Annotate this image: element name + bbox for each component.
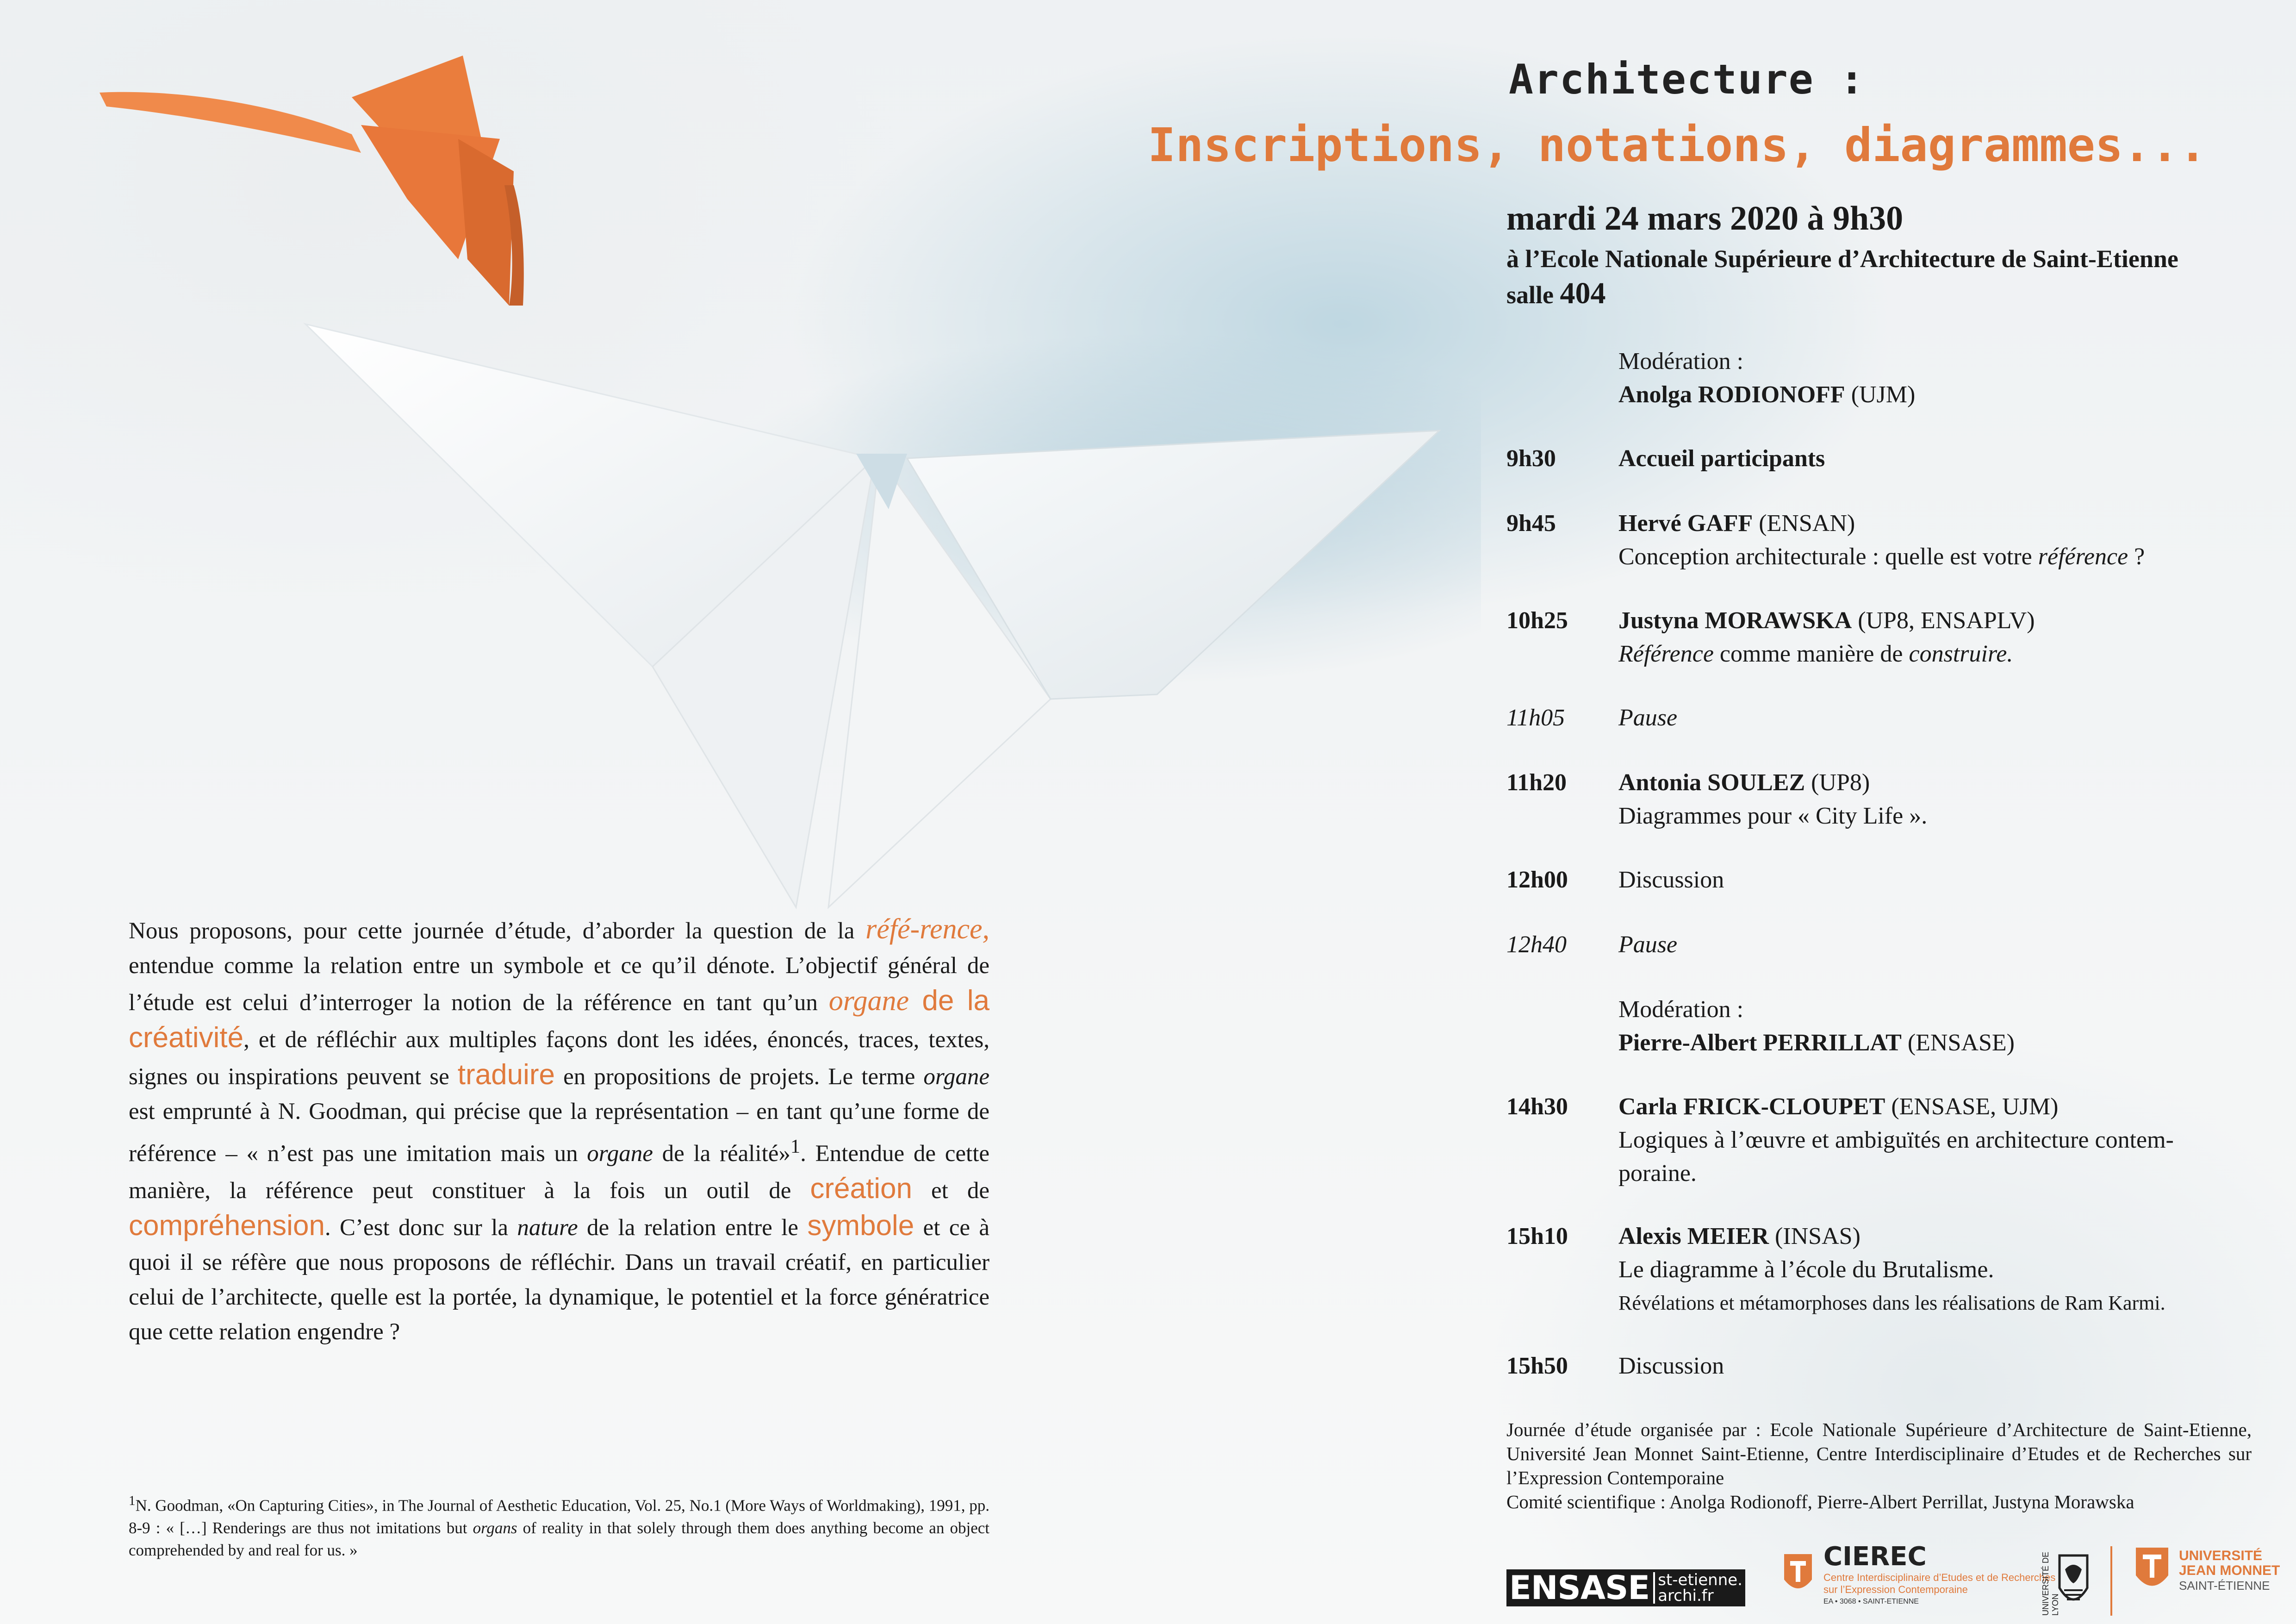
cierec-name: CIEREC (1823, 1542, 1927, 1572)
intro-text: est emprunté à N. Goodman, qui précise que la représentation – en tant qu’une forme de référence – « n’est pas une imitation mais un (129, 1099, 989, 1167)
session-title: Pause (1618, 931, 1678, 958)
moderator-name: Anolga RODIONOFF (1618, 381, 1845, 408)
talk-title: Conception architecturale : quelle est votre (1618, 543, 2038, 570)
highlight-traduire: traduire (457, 1059, 555, 1091)
highlight-organe: organe (828, 985, 909, 1017)
universite-lyon-logo (2041, 1537, 2092, 1616)
intro-text: de la relation entre le (578, 1215, 808, 1241)
session-time: 15h50 (1506, 1353, 1568, 1379)
session-time: 15h10 (1506, 1223, 1568, 1249)
session-title: Pause (1618, 705, 1678, 731)
ensase-logo (1506, 1569, 1745, 1606)
intro-text: en propositions de projets. Le terme (555, 1064, 924, 1090)
talk-title-italic: construire. (1909, 641, 2013, 667)
speaker-name: Hervé GAFF (1618, 510, 1753, 537)
speaker-affiliation: (ENSASE, UJM) (1885, 1093, 2059, 1120)
session-title: Accueil participants (1618, 445, 1825, 472)
talk-title-italic: référence (2038, 543, 2128, 570)
moderator-affiliation: (ENSASE) (1901, 1030, 2015, 1056)
session-time: 10h25 (1506, 607, 1568, 634)
session-title: Discussion (1618, 867, 1724, 893)
talk-subtitle: Révélations et métamorphoses dans les réalisations de Ram Karmi. (1618, 1292, 2165, 1314)
ensase-wordmark: ENSASE (1509, 1569, 1650, 1607)
room-prefix: salle (1506, 281, 1554, 309)
moderator-affiliation: (UJM) (1845, 381, 1916, 408)
talk-title: Diagrammes pour « City Life ». (1618, 803, 1928, 829)
cierec-subtitle: Centre Interdisciplinaire d’Etudes et de Recherches (1823, 1572, 2056, 1583)
talk-title: comme manière de (1713, 641, 1909, 667)
ensase-site (1653, 1572, 1742, 1604)
session-talk (1618, 766, 2220, 833)
speaker-affiliation: (ENSAN) (1753, 510, 1855, 537)
footnote-marker: 1 (790, 1136, 801, 1157)
intro-text: de la réalité» (653, 1141, 790, 1167)
moderator-name: Pierre-Albert PERRILLAT (1618, 1030, 1902, 1056)
cierec-code: EA • 3068 • SAINT-ETIENNE (1823, 1598, 1919, 1605)
cierec-emblem-icon (1782, 1552, 1814, 1598)
ujm-line-1: UNIVERSITÉ (2179, 1548, 2263, 1563)
title-line-2: Inscriptions, notations, diagrammes... (1148, 118, 2207, 172)
moderation-label: Modération : (1618, 996, 1744, 1023)
lyon-label: UNIVERSITÉ DE LYON (2041, 1551, 2060, 1616)
cierec-logo (1782, 1542, 2055, 1608)
intro-text: . C’est donc sur la (324, 1215, 517, 1241)
speaker-name: Antonia SOULEZ (1618, 769, 1805, 796)
highlight-symbole: symbole (807, 1210, 915, 1242)
ensase-site-line: st-etienne. (1658, 1571, 1742, 1589)
intro-text: entendue comme la relation entre un symbole et ce qu’il dénote. L’objectif général de l’étude est celui d’interroger la notion de la référence en tant qu’un (129, 953, 989, 1016)
highlight-creation: création (810, 1173, 912, 1205)
session-time: 14h30 (1506, 1093, 1568, 1120)
talk-title-end: ? (2128, 543, 2145, 570)
footnote-text: N. Goodman, «On Capturing Cities», in The Journal of Aesthetic Education, Vol. 25, No.1 (More Ways of Worldmaking), 1991, pp. 8-9 : « […] Renderings are thus not imitations but (129, 1496, 989, 1537)
intro-text: et de (912, 1178, 989, 1204)
italic-organe: organe (923, 1064, 989, 1090)
talk-title: Logiques à l’œuvre et ambiguïtés en architecture contem- (1618, 1127, 2174, 1153)
orange-butterfly (100, 56, 524, 306)
speaker-affiliation: (UP8, ENSAPLV) (1852, 607, 2035, 634)
talk-title: Le diagramme à l’école du Brutalisme. (1618, 1256, 1994, 1283)
speaker-name: Carla FRICK-CLOUPET (1618, 1093, 1885, 1120)
ujm-emblem-icon (2134, 1545, 2171, 1596)
session-time: 9h30 (1506, 445, 1556, 472)
session-talk (1618, 1220, 2220, 1320)
event-venue: à l’Ecole Nationale Supérieure d’Architecture de Saint-Etienne (1506, 245, 2178, 273)
intro-paragraph (129, 912, 989, 1349)
session-time: 9h45 (1506, 510, 1556, 537)
italic-nature: nature (517, 1215, 578, 1241)
speaker-affiliation: (UP8) (1805, 769, 1870, 796)
session-talk (1618, 604, 2220, 671)
highlight-comprehension: compréhension (129, 1210, 325, 1242)
room-number: 404 (1560, 276, 1606, 310)
talk-title-italic: Référence (1618, 641, 1714, 667)
organizers-text: Journée d’étude organisée par : Ecole Nationale Supérieure d’Architecture de Saint-Etienne, Université Jean Monnet Saint-Etienne, Centre Interdisciplinaire d’Etudes et de Recherches sur l’Expression Contemporaine (1506, 1419, 2252, 1488)
intro-text: Nous proposons, pour cette journée d’étude, d’aborder la question de la (129, 918, 866, 944)
session-title: Discussion (1618, 1353, 1724, 1379)
session-time: 12h00 (1506, 867, 1568, 893)
footnote-number: 1 (129, 1493, 136, 1508)
speaker-affiliation: (INSAS) (1769, 1223, 1860, 1249)
lion-emblem-icon (2055, 1537, 2092, 1616)
scientific-committee: Comité scientifique : Anolga Rodionoff, Pierre-Albert Perrillat, Justyna Morawska (1506, 1491, 2134, 1512)
italic-organe: organe (587, 1141, 653, 1167)
event-date: mardi 24 mars 2020 à 9h30 (1506, 200, 1904, 237)
moderation-2 (1618, 993, 2220, 1060)
intro-text: et ce à quoi il se réfère que nous proposons de réfléchir. Dans un travail créatif, en particulier celui de l’architecte, quelle est la portée, la dynamique, le potentiel et la force génératrice que cette relation engendre ? (129, 1215, 989, 1345)
session-talk (1618, 1090, 2220, 1190)
session-talk (1618, 507, 2220, 574)
intro-text: . Entendue de cette manière, la référence peut constituer à la fois un outil de (129, 1141, 989, 1204)
ensase-site-line: archi.fr (1658, 1587, 1714, 1605)
ujm-logo (2134, 1545, 2280, 1596)
speaker-name: Justyna MORAWSKA (1618, 607, 1852, 634)
event-room (1506, 276, 1606, 311)
footnote-text: of reality in that solely through them does anything become an object comprehended by and real for us. » (129, 1518, 990, 1559)
speaker-name: Alexis MEIER (1618, 1223, 1769, 1249)
footnote (129, 1490, 989, 1562)
title-line-1: Architecture : (1509, 56, 1865, 103)
session-time: 12h40 (1506, 931, 1567, 958)
session-time: 11h20 (1506, 769, 1567, 796)
logo-divider (2110, 1546, 2112, 1616)
ujm-line-3: SAINT-ÉTIENNE (2179, 1579, 2270, 1593)
cierec-subtitle: sur l’Expression Contemporaine (1823, 1584, 1968, 1595)
organizers-block (1506, 1418, 2252, 1514)
highlight-reference: réfé-rence, (865, 913, 989, 945)
session-time: 11h05 (1506, 705, 1565, 731)
moderation-label: Modération : (1618, 348, 1744, 375)
moderation-1 (1618, 345, 2220, 412)
talk-title-cont: poraine. (1618, 1160, 1697, 1187)
intro-text: , et de réfléchir aux multiples façons dont les idées, énoncés, traces, textes, signes ou inspirations peuvent se (129, 1027, 989, 1090)
ujm-line-2: JEAN MONNET (2179, 1563, 2280, 1578)
footnote-italic: organs (473, 1518, 517, 1537)
highlight-creativite: de la créativité (129, 985, 989, 1054)
